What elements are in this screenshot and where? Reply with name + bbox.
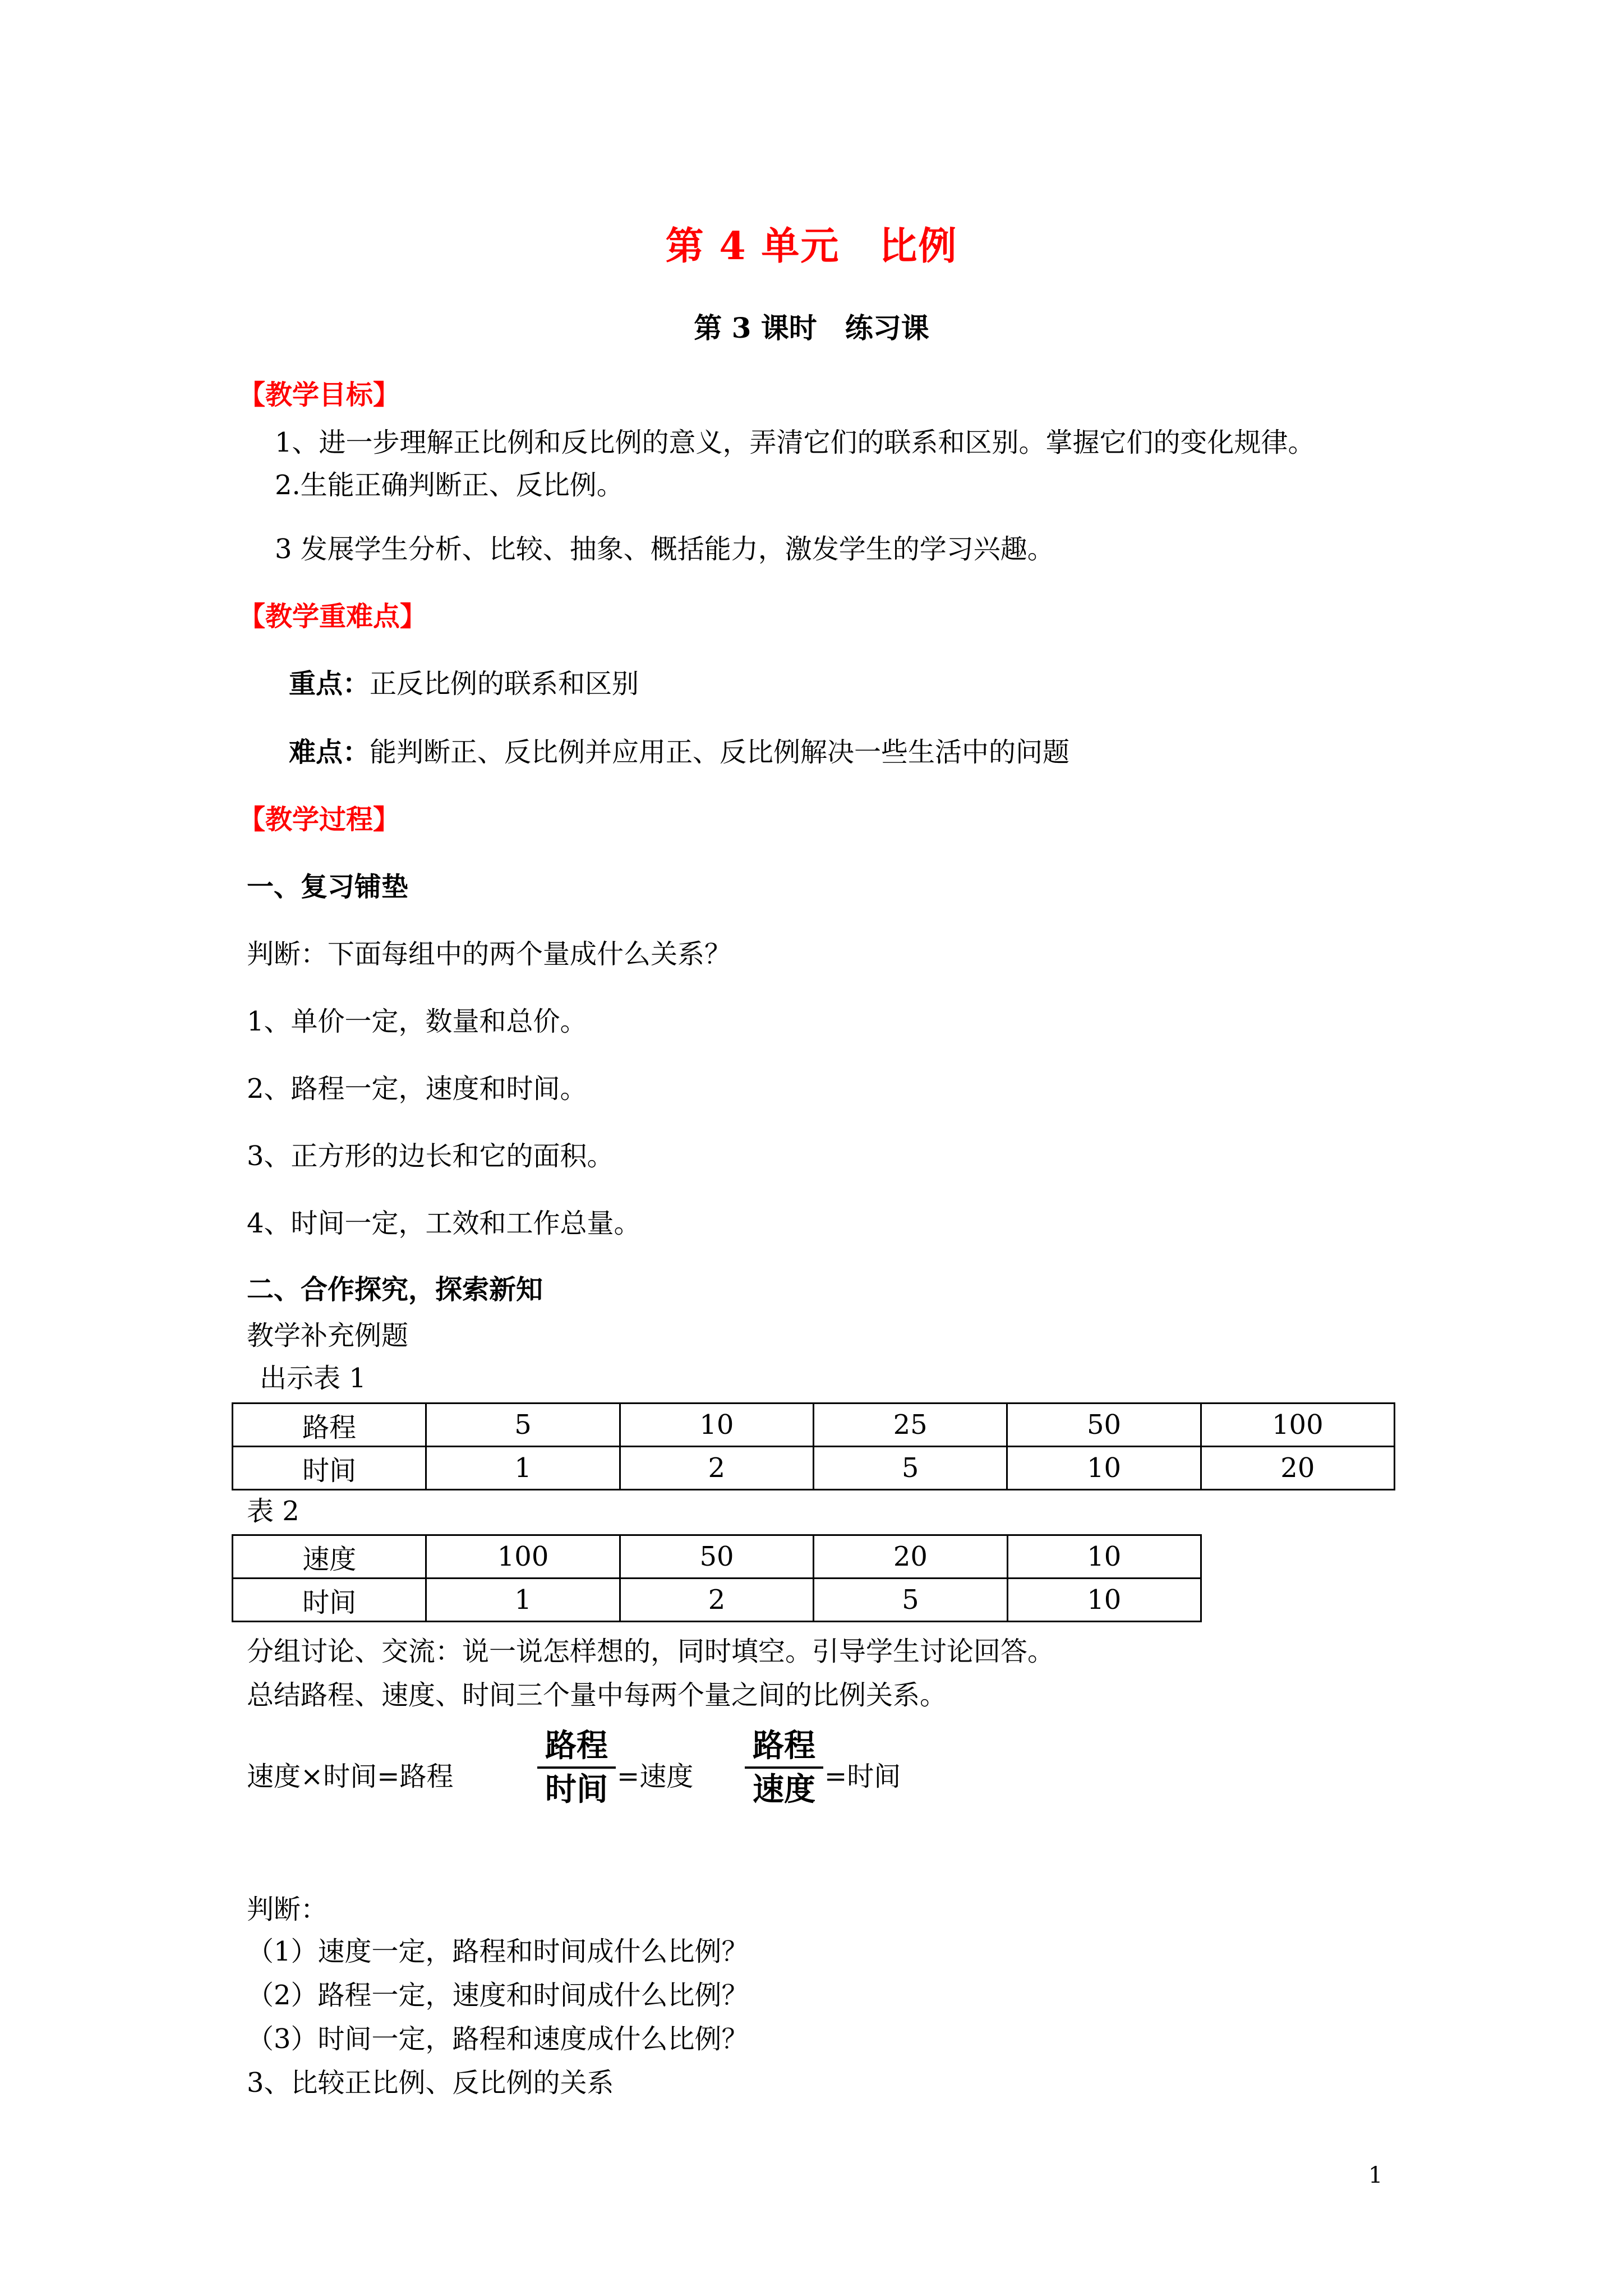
objective-item: 1、进一步理解正比例和反比例的意义，弄清它们的联系和区别。掌握它们的变化规律。 xyxy=(275,427,1315,458)
fraction-distance-over-time xyxy=(537,1725,616,1810)
explore-heading: 二、合作探究，探索新知 xyxy=(247,1274,543,1305)
judge-item: （1）速度一定，路程和时间成什么比例？ xyxy=(247,1936,749,1967)
table-row xyxy=(233,1404,1395,1447)
fraction-distance-over-speed xyxy=(745,1725,823,1810)
table-cell: 100 xyxy=(426,1535,620,1579)
table-cell: 50 xyxy=(620,1535,813,1579)
fraction-denominator: 速度 xyxy=(753,1771,815,1808)
summary-text: 总结路程、速度、时间三个量中每两个量之间的比例关系。 xyxy=(247,1680,947,1711)
compare-heading: 3、比较正比例、反比例的关系 xyxy=(247,2067,614,2099)
key-point-text: 正反比例的联系和区别 xyxy=(370,668,639,700)
discussion-text: 分组讨论、交流：说一说怎样想的，同时填空。引导学生讨论回答。 xyxy=(247,1636,1055,1667)
review-item: 2、路程一定，速度和时间。 xyxy=(247,1073,587,1105)
judge-item: （2）路程一定，速度和时间成什么比例？ xyxy=(247,1980,749,2011)
table-cell: 5 xyxy=(813,1447,1007,1490)
key-point-label: 重点： xyxy=(289,668,370,700)
hard-point xyxy=(289,730,1069,769)
judge-item: （3）时间一定，路程和速度成什么比例？ xyxy=(247,2023,749,2055)
hard-point-label: 难点： xyxy=(289,737,370,768)
table-cell: 5 xyxy=(814,1579,1007,1622)
table-cell: 速度 xyxy=(233,1535,426,1579)
fraction-numerator: 路程 xyxy=(545,1727,608,1764)
process-heading: 【教学过程】 xyxy=(238,804,400,835)
table-row xyxy=(233,1535,1201,1579)
review-heading: 一、复习铺垫 xyxy=(247,871,409,903)
supplement-label: 教学补充例题 xyxy=(247,1320,409,1351)
objectives-heading: 【教学目标】 xyxy=(238,379,400,411)
table-cell: 10 xyxy=(1007,1535,1201,1579)
table-cell: 10 xyxy=(1007,1579,1201,1622)
table-cell: 50 xyxy=(1007,1404,1201,1447)
table-cell: 20 xyxy=(814,1535,1007,1579)
review-item: 1、单价一定，数量和总价。 xyxy=(247,1006,587,1037)
objective-item: 2.生能正确判断正、反比例。 xyxy=(275,470,624,501)
table-row xyxy=(233,1579,1201,1622)
table-cell: 1 xyxy=(426,1579,620,1622)
formula-speed-time: 速度×时间=路程 xyxy=(247,1761,454,1792)
table-cell: 10 xyxy=(1007,1447,1201,1490)
review-item: 4、时间一定，工效和工作总量。 xyxy=(247,1208,641,1239)
distance-time-table xyxy=(232,1402,1395,1490)
table-cell: 2 xyxy=(620,1579,813,1622)
judge-label: 判断： xyxy=(247,1894,328,1925)
keypoints-heading: 【教学重难点】 xyxy=(238,601,427,632)
fraction-numerator: 路程 xyxy=(753,1727,815,1764)
table-cell: 1 xyxy=(426,1447,620,1490)
page-title: 第 4 单元 比例 xyxy=(665,224,958,269)
hard-point-text: 能判断正、反比例并应用正、反比例解决一些生活中的问题 xyxy=(370,737,1070,768)
table-cell: 5 xyxy=(426,1404,620,1447)
table-cell: 路程 xyxy=(233,1404,426,1447)
table-row xyxy=(233,1447,1395,1490)
fraction-result: =速度 xyxy=(617,1761,694,1792)
table-cell: 时间 xyxy=(233,1447,426,1490)
fraction-denominator: 时间 xyxy=(545,1771,608,1808)
objective-item: 3 发展学生分析、比较、抽象、概括能力，激发学生的学习兴趣。 xyxy=(275,533,1054,565)
table1-caption: 出示表 1 xyxy=(260,1363,366,1394)
table-cell: 100 xyxy=(1201,1404,1394,1447)
review-item: 3、正方形的边长和它的面积。 xyxy=(247,1140,614,1172)
table2-caption: 表 2 xyxy=(247,1496,299,1527)
speed-time-table xyxy=(232,1534,1202,1622)
review-prompt: 判断：下面每组中的两个量成什么关系？ xyxy=(247,938,732,970)
fraction-result: =时间 xyxy=(824,1761,901,1792)
table-cell: 时间 xyxy=(233,1579,426,1622)
table-cell: 20 xyxy=(1201,1447,1394,1490)
table-cell: 10 xyxy=(620,1404,813,1447)
page-number: 1 xyxy=(1368,2162,1383,2188)
key-point xyxy=(289,662,639,701)
lesson-subtitle: 第 3 课时 练习课 xyxy=(694,311,929,344)
table-cell: 25 xyxy=(813,1404,1007,1447)
table-cell: 2 xyxy=(620,1447,813,1490)
